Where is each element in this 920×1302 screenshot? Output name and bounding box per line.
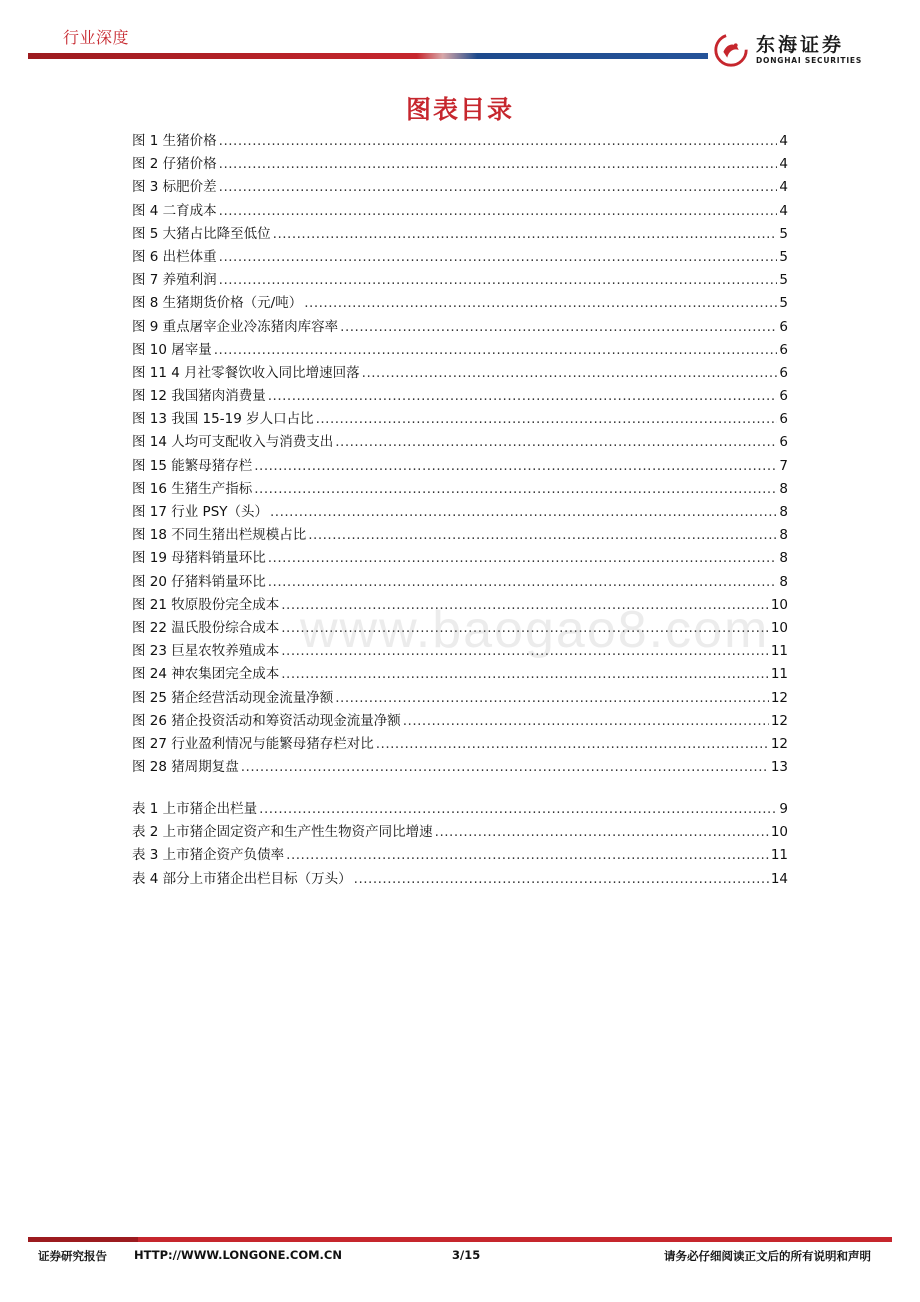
- toc-entry-figure[interactable]: [132, 663, 788, 686]
- leader-dots: [286, 844, 769, 867]
- toc-entry-figure[interactable]: [132, 478, 788, 501]
- toc-entry-page: 6: [779, 341, 788, 358]
- toc-entry-table[interactable]: [132, 798, 788, 821]
- leader-dots: [435, 821, 769, 844]
- toc-entry-page: 10: [770, 596, 788, 613]
- toc-entry-label: 图 14 人均可支配收入与消费支出: [132, 434, 334, 451]
- toc-entry-label: 表 3 上市猪企资产负债率: [132, 847, 285, 864]
- toc-entry-figure[interactable]: [132, 200, 788, 223]
- toc-entry-page: 12: [770, 712, 788, 729]
- toc-entry-figure[interactable]: [132, 455, 788, 478]
- toc-entry-page: 9: [779, 801, 788, 817]
- toc-entry-figure[interactable]: [132, 501, 788, 524]
- leader-dots: [214, 339, 778, 362]
- toc-entry-figure[interactable]: [132, 176, 788, 199]
- toc-entry-label: 图 16 生猪生产指标: [132, 480, 253, 497]
- toc-entry-label: 图 2 仔猪价格: [132, 156, 217, 173]
- toc-entry-page: 8: [779, 504, 788, 520]
- toc-entry-page: 6: [779, 318, 788, 335]
- leader-dots: [259, 798, 777, 821]
- toc-entry-page: 6: [779, 388, 788, 405]
- toc-entry-figure[interactable]: [132, 733, 788, 756]
- toc-entry-figure[interactable]: [132, 316, 788, 339]
- toc-entry-label: 图 10 屠宰量: [132, 341, 212, 358]
- leader-dots: [308, 524, 777, 547]
- toc-entry-label: 表 4 部分上市猪企出栏目标（万头）: [132, 870, 352, 887]
- table-list: [132, 798, 788, 891]
- leader-dots: [219, 176, 778, 199]
- company-logo: [708, 28, 902, 72]
- toc-entry-label: 图 23 巨星农牧养殖成本: [132, 643, 280, 660]
- toc-entry-page: 10: [770, 824, 788, 841]
- toc-entry-page: 5: [779, 272, 788, 289]
- toc-entry-table[interactable]: [132, 821, 788, 844]
- toc-entry-label: 图 20 仔猪料销量环比: [132, 573, 266, 590]
- toc-entry-figure[interactable]: [132, 246, 788, 269]
- footer-disclaimer: 请务必仔细阅读正文后的所有说明和声明: [664, 1249, 871, 1263]
- footer-divider: [28, 1237, 892, 1242]
- leader-dots: [219, 200, 778, 223]
- leader-dots: [270, 501, 777, 524]
- logo-english-name: DONGHAI SECURITIES: [756, 56, 863, 65]
- toc-entry-label: 表 2 上市猪企固定资产和生产性生物资产同比增速: [132, 824, 433, 841]
- toc-entry-label: 图 13 我国 15-19 岁人口占比: [132, 411, 314, 428]
- toc-entry-figure[interactable]: [132, 153, 788, 176]
- toc-entry-label: 图 11 4 月社零餐饮收入同比增速回落: [132, 364, 360, 381]
- toc-entry-label: 图 17 行业 PSY（头）: [132, 504, 269, 520]
- toc-entry-label: 图 6 出栏体重: [132, 248, 217, 265]
- toc-entry-label: 图 4 二育成本: [132, 202, 217, 219]
- toc-entry-label: 图 8 生猪期货价格（元/吨）: [132, 295, 303, 312]
- toc-entry-label: 图 18 不同生猪出栏规模占比: [132, 527, 307, 544]
- page-title: 图表目录: [405, 95, 514, 124]
- toc-entry-page: 6: [779, 411, 788, 428]
- toc-entry-figure[interactable]: [132, 269, 788, 292]
- report-type-tag: 行业深度: [63, 28, 130, 47]
- toc-entry-table[interactable]: [132, 844, 788, 867]
- figure-list: [132, 130, 788, 779]
- toc-entry-page: 5: [779, 295, 788, 312]
- leader-dots: [281, 663, 769, 686]
- leader-dots: [362, 362, 778, 385]
- leader-dots: [316, 408, 778, 431]
- footer-page-number: 3/15: [452, 1248, 481, 1262]
- toc-entry-label: 图 26 猪企投资活动和筹资活动现金流量净额: [132, 712, 401, 729]
- toc-entry-page: 4: [779, 202, 788, 219]
- toc-entry-page: 4: [779, 179, 788, 196]
- leader-dots: [219, 153, 778, 176]
- toc-entry-page: 6: [779, 364, 788, 381]
- toc-entry-page: 12: [770, 735, 788, 752]
- toc-entry-figure[interactable]: [132, 130, 788, 153]
- toc-entry-page: 11: [770, 847, 788, 864]
- toc-entry-page: 8: [779, 573, 788, 590]
- leader-dots: [304, 292, 777, 315]
- toc-entry-label: 图 27 行业盈利情况与能繁母猪存栏对比: [132, 735, 374, 752]
- toc-entry-label: 图 24 神农集团完全成本: [132, 666, 280, 683]
- toc-entry-figure[interactable]: [132, 292, 788, 315]
- toc-entry-figure[interactable]: [132, 547, 788, 570]
- toc-entry-label: 图 21 牧原股份完全成本: [132, 596, 280, 613]
- toc-entry-label: 图 15 能繁母猪存栏: [132, 457, 253, 474]
- toc-entry-figure[interactable]: [132, 362, 788, 385]
- dragon-logo-icon: [712, 31, 750, 69]
- toc-entry-figure[interactable]: [132, 408, 788, 431]
- toc-entry-figure[interactable]: [132, 385, 788, 408]
- leader-dots: [219, 130, 778, 153]
- toc-entry-page: 6: [779, 434, 788, 451]
- toc-entry-figure[interactable]: [132, 524, 788, 547]
- toc-entry-figure[interactable]: [132, 687, 788, 710]
- leader-dots: [241, 756, 769, 779]
- watermark: www.baogao8.com: [300, 601, 770, 659]
- leader-dots: [219, 246, 778, 269]
- logo-chinese-name: 东海证券: [756, 34, 845, 56]
- toc-entry-page: 13: [770, 759, 788, 776]
- footer-report-type: 证券研究报告: [38, 1249, 107, 1263]
- toc-entry-page: 14: [770, 870, 788, 887]
- leader-dots: [254, 478, 777, 501]
- toc-entry-page: 8: [779, 480, 788, 497]
- leader-dots: [340, 316, 777, 339]
- leader-dots: [219, 269, 778, 292]
- leader-dots: [354, 868, 769, 891]
- toc-entry-figure[interactable]: [132, 756, 788, 779]
- toc-entry-figure[interactable]: [132, 223, 788, 246]
- leader-dots: [268, 385, 778, 408]
- toc-entry-page: 4: [779, 156, 788, 173]
- toc-entry-figure[interactable]: [132, 339, 788, 362]
- toc-entry-page: 8: [779, 527, 788, 544]
- leader-dots: [376, 733, 769, 756]
- toc-entry-label: 图 12 我国猪肉消费量: [132, 388, 266, 405]
- leader-dots: [335, 431, 777, 454]
- toc-entry-label: 图 28 猪周期复盘: [132, 759, 239, 776]
- toc-entry-page: 12: [770, 689, 788, 706]
- toc-entry-page: 11: [770, 666, 788, 683]
- leader-dots: [268, 547, 778, 570]
- toc-entry-label: 表 1 上市猪企出栏量: [132, 801, 258, 817]
- toc-entry-label: 图 3 标肥价差: [132, 179, 217, 196]
- footer-website-link[interactable]: HTTP://WWW.LONGONE.COM.CN: [134, 1248, 342, 1262]
- toc-entry-figure[interactable]: [132, 431, 788, 454]
- toc-entry-page: 11: [770, 643, 788, 660]
- toc-entry-page: 8: [779, 550, 788, 567]
- toc-entry-label: 图 19 母猪料销量环比: [132, 550, 266, 567]
- leader-dots: [403, 710, 769, 733]
- toc-entry-page: 7: [779, 457, 788, 474]
- toc-entry-label: 图 7 养殖利润: [132, 272, 217, 289]
- leader-dots: [335, 687, 769, 710]
- toc-entry-label: 图 1 生猪价格: [132, 133, 217, 149]
- toc-entry-page: 5: [779, 248, 788, 265]
- toc-entry-page: 5: [779, 225, 788, 242]
- leader-dots: [273, 223, 778, 246]
- toc-entry-figure[interactable]: [132, 571, 788, 594]
- toc-entry-table[interactable]: [132, 868, 788, 891]
- toc-entry-label: 图 5 大猪占比降至低位: [132, 225, 271, 242]
- toc-entry-figure[interactable]: [132, 710, 788, 733]
- toc-entry-page: 10: [770, 619, 788, 636]
- toc-entry-label: 图 25 猪企经营活动现金流量净额: [132, 689, 334, 706]
- leader-dots: [254, 455, 777, 478]
- toc-entry-page: 4: [779, 133, 788, 149]
- toc-entry-label: 图 22 温氏股份综合成本: [132, 619, 280, 636]
- toc-entry-label: 图 9 重点屠宰企业冷冻猪肉库容率: [132, 318, 339, 335]
- leader-dots: [268, 571, 778, 594]
